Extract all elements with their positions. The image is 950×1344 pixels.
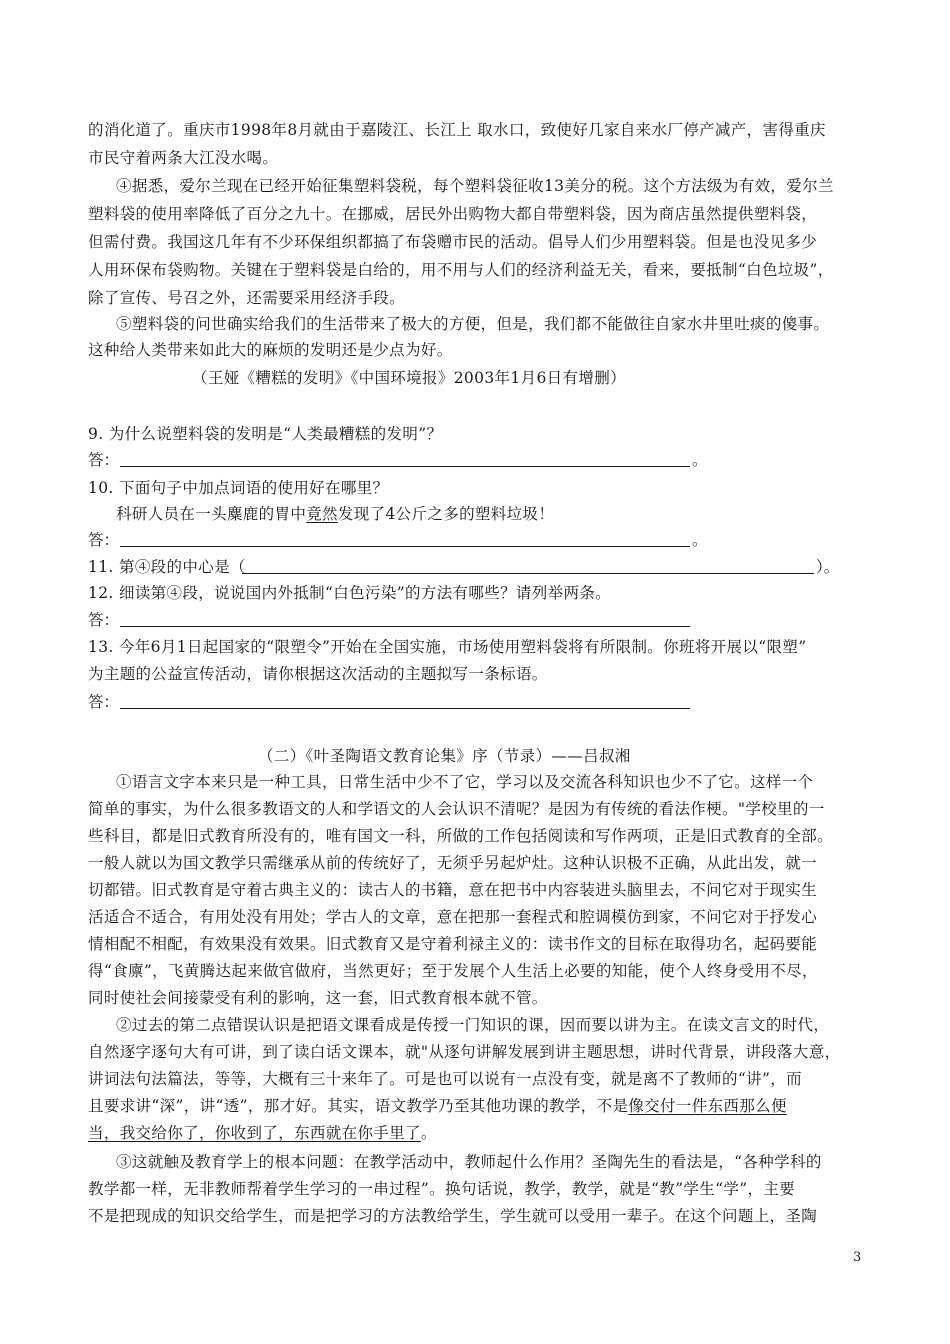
question-11-close: ）。 [816, 558, 840, 576]
passage2-line: ①语言文字本来只是一种工具，日常生活中少不了它，学习以及交流各科知识也少不了它。这样一个 [116, 773, 814, 791]
passage1-line: 市民守着两条大江没水喝。 [88, 149, 279, 167]
passage2-line: 活适合不适合，有用处没有用处；学古人的文章，意在把那一套程式和腔调模仿到家，不问它对于抒发心 [88, 908, 818, 926]
answer-blank-q11[interactable] [242, 573, 814, 574]
line-text: 。 [420, 1124, 437, 1142]
answer-period: 。 [692, 531, 708, 549]
question-9: 9. 为什么说塑料袋的发明是“人类最糟糕的发明”？ [88, 425, 443, 443]
passage2-heading: （二）《叶圣陶语文教育论集》序（节录）——吕叔湘 [258, 747, 631, 765]
passage2-line: 简单的事实，为什么很多教语文的人和学语文的人会认识不清呢？是因为有传统的看法作梗。"学校里的一 [88, 800, 825, 818]
passage2-line: 不是把现成的知识交给学生，而是把学习的方法教给学生，学生就可以受用一辈子。在这个问题上，圣陶 [88, 1207, 818, 1225]
answer-blank-q13[interactable] [120, 708, 690, 709]
answer-label: 答： [88, 531, 120, 549]
passage2-line: ③这就触及教育学上的根本问题：在教学活动中，教师起什么作用？圣陶先生的看法是，“各种学科的 [116, 1153, 822, 1171]
passage1-line: ④据悉，爱尔兰现在已经开始征集塑料袋税，每个塑料袋征收13美分的税。这个方法级为有效，爱尔兰 [116, 177, 834, 195]
question-10-sentence [116, 504, 554, 524]
passage1-line: 塑料袋的使用率降低了百分之九十。在挪威，居民外出购物大都自带塑料袋，因为商店虽然提供塑料袋， [88, 205, 818, 223]
passage2-line: 自然逐字逐句大有可讲，到了读白话文课本，就"从逐句讲解发展到讲主题思想，讲时代背景，讲段落大意， [88, 1043, 841, 1061]
passage1-citation: （王娅《糟糕的发明》《中国环境报》2003年1月6日有增删） [192, 369, 626, 387]
sentence-after: 发现了4公斤之多的塑料垃圾！ [337, 505, 555, 523]
passage2-line: 切都错。旧式教育是守着古典主义的：读古人的书籍，意在把书中内容装进头脑里去，不问它对于现实生 [88, 881, 818, 899]
dotted-word: 竟然 [306, 505, 338, 523]
question-13-line: 为主题的公益宣传活动，请你根据这次活动的主题拟写一条标语。 [88, 665, 548, 683]
passage1-line: 人用环保布袋购物。关键在于塑料袋是白给的，用不用与人们的经济利益无关，看来，要抵制“白色垃圾”， [88, 261, 834, 279]
passage1-line: ⑤塑料袋的问世确实给我们的生活带来了极大的方便，但是，我们都不能做往自家水井里吐痰的傻事。 [116, 315, 830, 333]
answer-period: 。 [692, 451, 708, 469]
passage2-line: 同时使社会间接蒙受有利的影响，这一套，旧式教育根本就不管。 [88, 989, 548, 1007]
passage2-line: 些科目，都是旧式教育所没有的，唯有国文一科，所做的工作包括阅读和写作两项，正是旧式教育的全部。 [88, 827, 833, 845]
question-10: 10. 下面句子中加点词语的使用好在哪里？ [88, 479, 389, 497]
underlined-phrase: 当，我交给你了，你收到了，东西就在你手里了 [88, 1124, 421, 1142]
underlined-phrase: 像交付一件东西那么便 [628, 1097, 787, 1115]
answer-blank-q10[interactable] [120, 546, 690, 547]
passage2-line: ②过去的第二点错误认识是把语文课看成是传授一门知识的课，因而要以讲为主。在读文言文的时代， [116, 1016, 830, 1034]
sentence-before: 科研人员在一头麋鹿的胃中 [116, 505, 307, 523]
question-11: 11. 第④段的中心是（ [88, 558, 246, 576]
line-text: 且要求讲“深”，讲“透”，那才好。其实，语文教学乃至其他功课的教学，不是 [88, 1097, 629, 1115]
passage2-line [88, 1123, 437, 1143]
passage1-line: 除了宣传、号召之外，还需要采用经济手段。 [88, 289, 406, 307]
passage2-line: 得“食廪”，飞黄腾达起来做官做府，当然更好；至于发展个人生活上必要的知能，使个人终身受用不尽， [88, 962, 818, 980]
passage1-line: 的消化道了。重庆市1998年8月就由于嘉陵江、长江上 取水口，致使好几家自来水厂停产减产，害得重庆 [88, 121, 826, 139]
answer-label: 答： [88, 451, 120, 469]
passage2-line: 教学都一样，无非教师帮着学生学习的一串过程”。换句话说，教学，教学，就是“教”学生“学”，主要 [88, 1180, 796, 1198]
answer-label: 答： [88, 693, 120, 711]
passage1-line: 但需付费。我国这几年有不少环保组织都搞了布袋赠市民的活动。倡导人们少用塑料袋。但是也没见多少 [88, 233, 818, 251]
passage2-line: 情相配不相配，有效果没有效果。旧式教育又是守着利禄主义的：读书作文的目标在取得功名，起码要能 [88, 935, 818, 953]
page-number: 3 [853, 1250, 862, 1265]
passage2-line: 一般人就以为国文教学只需继承从前的传统好了，无须乎另起炉灶。这种认识极不正确，从此出发，就一 [88, 854, 818, 872]
question-12: 12. 细读第④段，说说国内外抵制“白色污染”的方法有哪些？请列举两条。 [88, 584, 612, 602]
answer-blank-q12[interactable] [120, 626, 690, 627]
answer-blank-q9[interactable] [120, 466, 690, 467]
question-13-line: 13. 今年6月1日起国家的“限塑令”开始在全国实施，市场使用塑料袋将有所限制。你班将开展以“限塑” [88, 638, 807, 656]
passage1-line: 这种给人类带来如此大的麻烦的发明还是少点为好。 [88, 341, 453, 359]
passage2-line: 讲词法句法篇法，等等，大概有三十来年了。可是也可以说有一点没有变，就是离不了教师的“讲”，而 [88, 1070, 802, 1088]
passage2-line [88, 1096, 787, 1116]
answer-label: 答： [88, 611, 120, 629]
